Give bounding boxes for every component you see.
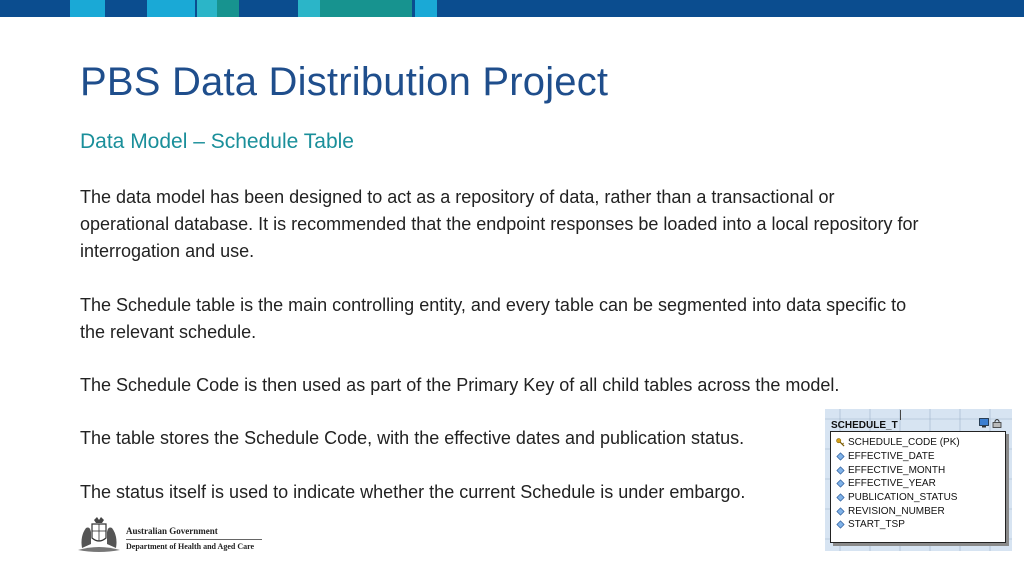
top-bar-segment <box>217 0 239 17</box>
entity-attribute <box>836 506 945 518</box>
entity-attribute <box>836 451 935 463</box>
diamond-icon <box>836 507 845 516</box>
diamond-icon <box>836 520 845 529</box>
top-bar-segment <box>415 0 437 17</box>
body-paragraph-status-embargo: The status itself is used to indicate whether the current Schedule is under embargo. <box>80 482 746 502</box>
coat-of-arms-icon <box>74 514 124 556</box>
attribute-label: SCHEDULE_CODE (PK) <box>848 437 960 448</box>
diamond-icon <box>836 466 845 475</box>
top-bar-segment <box>147 0 195 17</box>
top-bar-segment <box>298 0 320 17</box>
entity-attribute <box>836 478 936 490</box>
logo-text-australian-government: Australian Government <box>126 526 218 536</box>
entity-attribute <box>836 437 960 449</box>
logo-divider <box>126 539 262 540</box>
attribute-label: REVISION_NUMBER <box>848 506 945 517</box>
entity-name: SCHEDULE_T <box>831 420 898 431</box>
body-paragraph-repository: The data model has been designed to act as a repository of data, rather than a transactional or operational database. It is recommended that the endpoint responses be loaded into a local repository for interrogation and use. <box>80 187 919 261</box>
attribute-label: EFFECTIVE_DATE <box>848 451 935 462</box>
body-paragraph-table-stores: The table stores the Schedule Code, with the effective dates and publication status. <box>80 428 745 448</box>
monitor-icon <box>979 418 989 428</box>
government-logo <box>74 514 274 556</box>
attribute-label: PUBLICATION_STATUS <box>848 492 958 503</box>
entity-attribute <box>836 519 905 531</box>
entity-attribute <box>836 492 957 504</box>
attribute-label: EFFECTIVE_YEAR <box>848 478 936 489</box>
top-accent-bar <box>0 0 1024 17</box>
body-paragraph-primary-key: The Schedule Code is then used as part of the Primary Key of all child tables across the model. <box>80 375 840 395</box>
top-bar-segment <box>320 0 412 17</box>
lock-icon <box>992 418 1002 428</box>
diamond-icon <box>836 452 845 461</box>
slide-title: PBS Data Distribution Project <box>80 60 609 104</box>
body-paragraph-controlling-entity: The Schedule table is the main controlling entity, and every table can be segmented into data specific to the relevant schedule. <box>80 295 907 342</box>
entity-attribute <box>836 465 945 477</box>
slide-subtitle: Data Model – Schedule Table <box>80 130 354 153</box>
top-bar-segment <box>197 0 217 17</box>
logo-text-department: Department of Health and Aged Care <box>126 542 255 551</box>
top-bar-segment <box>70 0 105 17</box>
diagram-connector-tick <box>900 410 901 420</box>
diamond-icon <box>836 493 845 502</box>
attribute-label: START_TSP <box>848 519 905 530</box>
key-icon <box>836 438 845 447</box>
diamond-icon <box>836 479 845 488</box>
attribute-label: EFFECTIVE_MONTH <box>848 465 946 476</box>
